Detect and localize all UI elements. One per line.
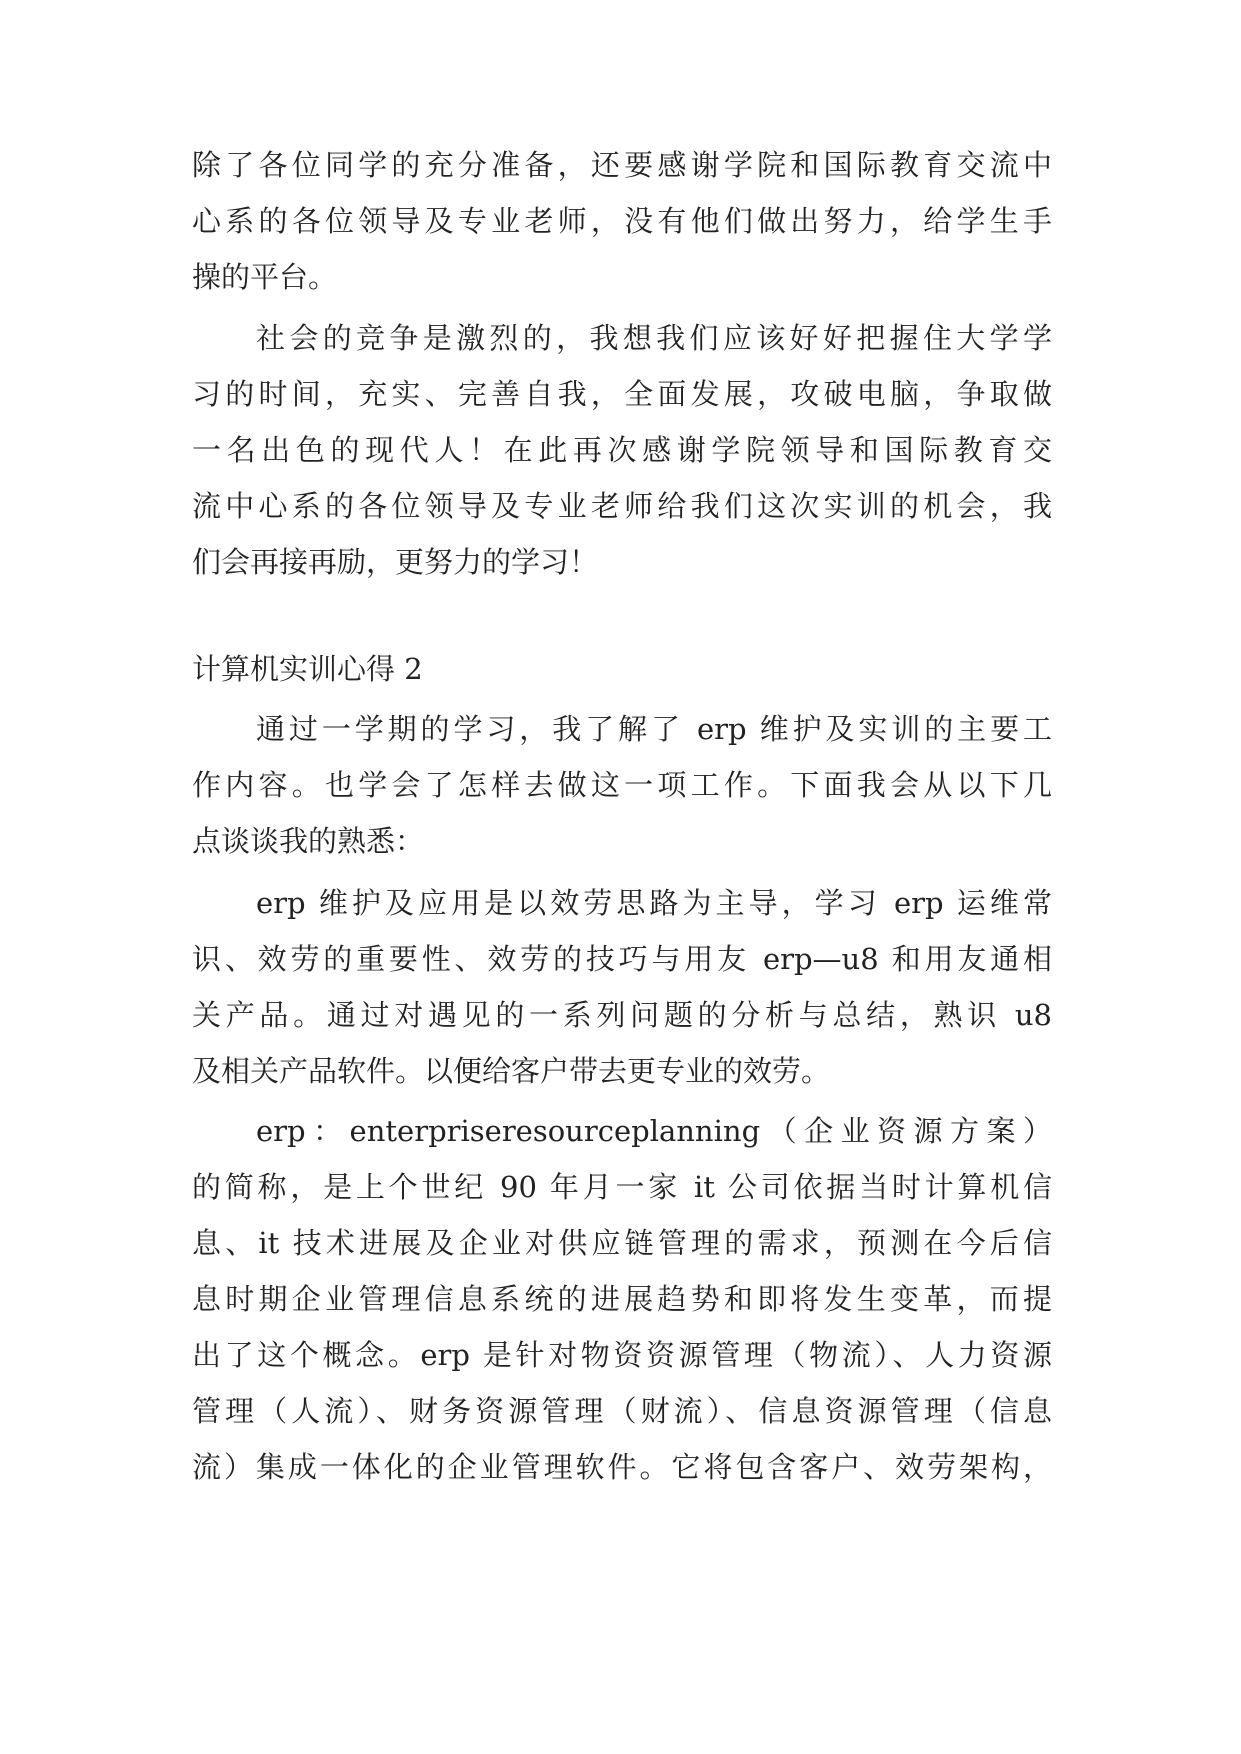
paragraph-line: 心系的各位领导及专业老师，没有他们做出努力，给学生手: [192, 204, 1052, 238]
paragraph-line: 习的时间，充实、完善自我，全面发展，攻破电脑，争取做: [192, 377, 1052, 411]
paragraph-line: 关产品。通过对遇见的一系列问题的分析与总结，熟识 u8: [192, 998, 1052, 1032]
paragraph-line: 出了这个概念。erp 是针对物资资源管理（物流）、人力资源: [192, 1338, 1052, 1372]
paragraph-line: erp 维护及应用是以效劳思路为主导，学习 erp 运维常: [256, 886, 1052, 920]
paragraph-line: 操的平台。: [192, 260, 338, 294]
paragraph-line: 流中心系的各位领导及专业老师给我们这次实训的机会，我: [192, 489, 1052, 523]
section-title: 计算机实训心得 2: [192, 652, 423, 686]
paragraph-line: 息时期企业管理信息系统的进展趋势和即将发生变革，而提: [192, 1282, 1052, 1316]
paragraph-line: 息、it 技术进展及企业对供应链管理的需求，预测在今后信: [192, 1226, 1052, 1260]
paragraph-line: 点谈谈我的熟悉：: [192, 824, 425, 858]
paragraph-line: 管理（人流）、财务资源管理（财流）、信息资源管理（信息: [192, 1394, 1052, 1428]
paragraph-line: erp：enterpriseresourceplanning（企业资源方案）: [256, 1114, 1052, 1148]
paragraph-line: 识、效劳的重要性、效劳的技巧与用友 erp—u8 和用友通相: [192, 942, 1052, 976]
paragraph-line: 的简称，是上个世纪 90 年月一家 it 公司依据当时计算机信: [192, 1170, 1052, 1204]
paragraph-line: 一名出色的现代人！在此再次感谢学院领导和国际教育交: [192, 433, 1052, 467]
paragraph-line: 除了各位同学的充分准备，还要感谢学院和国际教育交流中: [192, 148, 1052, 182]
paragraph-line: 流）集成一体化的企业管理软件。它将包含客户、效劳架构，: [192, 1450, 1052, 1484]
paragraph-line: 社会的竞争是激烈的，我想我们应该好好把握住大学学: [256, 321, 1052, 355]
paragraph-line: 们会再接再励，更努力的学习！: [192, 545, 599, 579]
paragraph-line: 通过一学期的学习，我了解了 erp 维护及实训的主要工: [256, 712, 1052, 746]
paragraph-line: 及相关产品软件。以便给客户带去更专业的效劳。: [192, 1054, 831, 1088]
paragraph-line: 作内容。也学会了怎样去做这一项工作。下面我会从以下几: [192, 768, 1052, 802]
